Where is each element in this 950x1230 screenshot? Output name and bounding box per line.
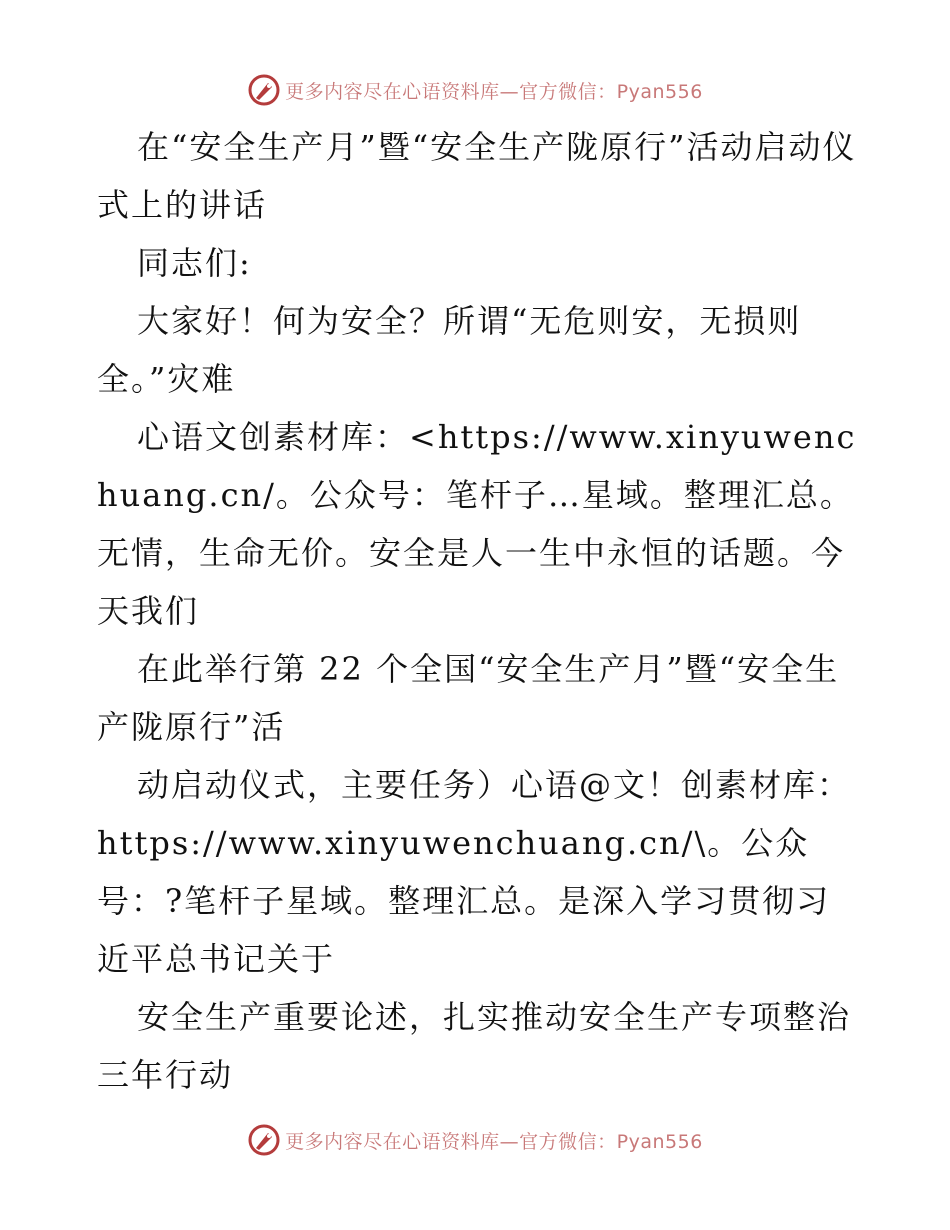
paragraph: 心语文创素材库：<https://www.xinyuwenchuang.cn/。公众号：笔杆子…星域。整理汇总。无情，生命无价。安全是人一生中永恒的话题。今天我们 (97, 418, 857, 630)
salutation: 同志们: (137, 244, 252, 282)
watermark-text: 更多内容尽在心语资料库—官方微信：Pyan556 (285, 80, 703, 103)
footer-watermark (0, 1120, 950, 1160)
pen-nib-logo-icon (247, 73, 281, 107)
document-body (97, 118, 857, 1104)
paragraph: 安全生产重要论述，扎实推动安全生产专项整治三年行动 (97, 998, 852, 1094)
document-title: 在“安全生产月”暨“安全生产陇原行”活动启动仪式上的讲话 (97, 128, 857, 224)
header-watermark (0, 70, 950, 110)
paragraph: 大家好！何为安全？所谓“无危则安，无损则全。”灾难 (97, 302, 802, 398)
paragraph: 在此举行第 22 个全国“安全生产月”暨“安全生产陇原行”活 (97, 650, 840, 746)
pen-nib-logo-icon (247, 1123, 281, 1157)
paragraph: 动启动仪式，主要任务）心语@文！创素材库：https://www.xinyuwenchuang.cn/\。公众号：?笔杆子星域。整理汇总。是深入学习贯彻习近平总书记关于 (97, 766, 852, 978)
watermark-text: 更多内容尽在心语资料库—官方微信：Pyan556 (285, 1130, 703, 1153)
